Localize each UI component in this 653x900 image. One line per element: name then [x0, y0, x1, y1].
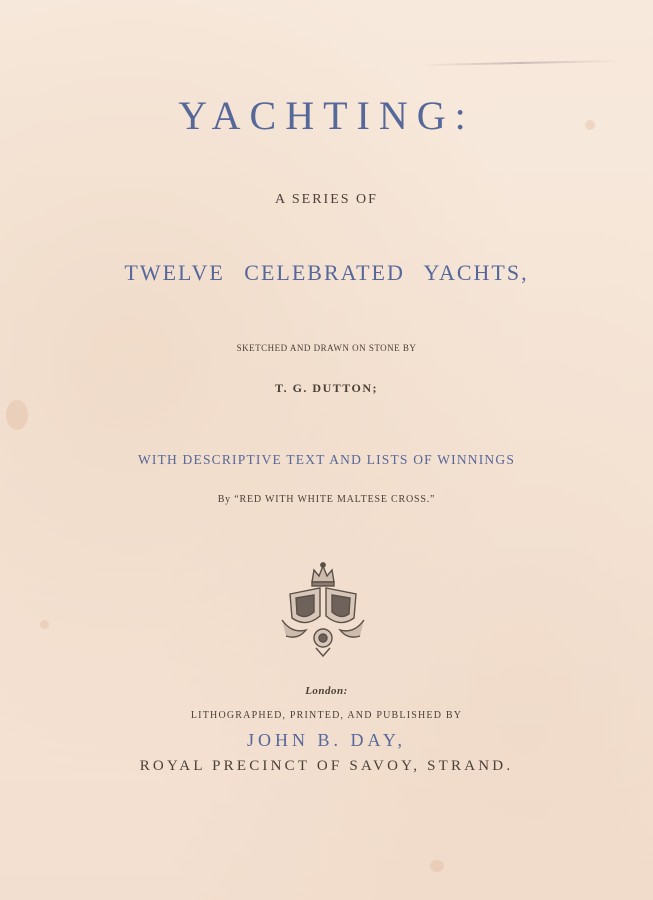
descriptive-line: WITH DESCRIPTIVE TEXT AND LISTS OF WINNINGS	[137, 452, 516, 467]
royal-crest-icon	[276, 560, 370, 658]
publisher-name: JOHN B. DAY,	[246, 730, 407, 750]
series-line: A SERIES OF	[275, 192, 378, 207]
sketched-line: SKETCHED AND DRAWN ON STONE BY	[236, 343, 417, 353]
printing-line: LITHOGRAPHED, PRINTED, AND PUBLISHED BY	[190, 710, 463, 721]
city-line: London:	[305, 685, 348, 697]
subject-line: TWELVE CELEBRATED YACHTS,	[124, 260, 529, 285]
paper-crease	[420, 60, 620, 66]
foxing-spot	[6, 400, 28, 430]
publisher-address: ROYAL PRECINCT OF SAVOY, STRAND.	[139, 758, 514, 774]
foxing-spot	[430, 860, 444, 872]
artist-name: T. G. DUTTON;	[274, 381, 379, 395]
foxing-spot	[40, 620, 49, 629]
book-title: YACHTING:	[178, 93, 475, 138]
author-line: By “RED WITH WHITE MALTESE CROSS.”	[217, 494, 436, 505]
